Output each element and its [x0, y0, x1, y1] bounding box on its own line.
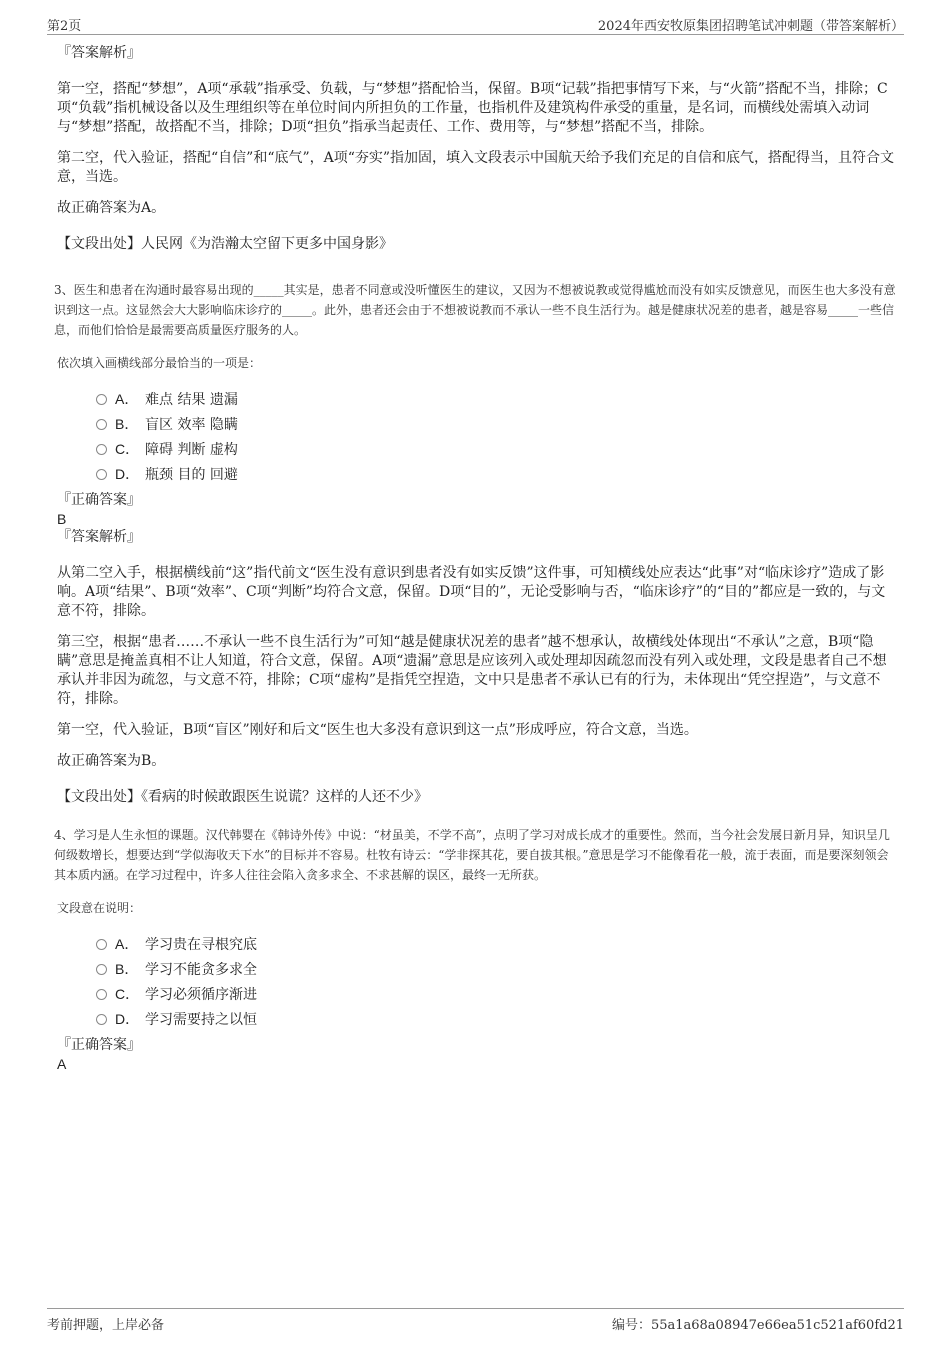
q3-analysis-para: 第一空，代入验证，B项“盲区”刚好和后文“医生也大多没有意识到这一点”形成呼应，符合文意，当选。: [57, 722, 698, 738]
option-c[interactable]: C． 学习必须循序渐进: [96, 982, 897, 1007]
footer-slogan: 考前押题，上岸必备: [47, 1318, 165, 1333]
q3-conclusion: 故正确答案为B。: [57, 753, 166, 769]
q4-prompt: 文段意在说明：: [57, 901, 142, 915]
q3-analysis-label: 『答案解析』: [57, 529, 141, 545]
option-a[interactable]: A． 学习贵在寻根究底: [96, 932, 897, 957]
q2-conclusion: 故正确答案为A。: [57, 200, 166, 216]
radio-icon[interactable]: [96, 964, 107, 975]
q2-analysis-para: 第二空，代入验证，搭配“自信”和“底气”，A项“夯实”指加固，填入文段表示中国航天给予我们充足的自信和底气，搭配得当，且符合文意，当选。: [57, 150, 895, 185]
radio-icon[interactable]: [96, 444, 107, 455]
q2-analysis-label: 『答案解析』: [57, 45, 141, 61]
q4-stem: 4、学习是人生永恒的课题。汉代韩婴在《韩诗外传》中说：“材虽美，不学不高”，点明了学习对成长成才的重要性。然而，当今社会发展日新月异，知识呈几何级数增长，想要达到“学似海收天下水”的目标并不容易。杜牧有诗云：“学非探其花，要自拔其根。”意思是学习不能像看花一般，流于表面，而是要深刻领会其本质内涵。在学习过程中，许多人往往会陷入贪多求全、不求甚解的误区，最终一无所获。: [54, 828, 890, 882]
radio-icon[interactable]: [96, 1014, 107, 1025]
page-content: [54, 44, 897, 1073]
q3-source: 【文段出处】《看病的时候敢跟医生说谎？这样的人还不少》: [57, 789, 428, 805]
q3-answer: B: [57, 511, 67, 527]
page-footer: [47, 1308, 904, 1331]
q2-analysis-para: 第一空，搭配“梦想”，A项“承载”指承受、负载，与“梦想”搭配恰当，保留。B项“记载”指把事情写下来，与“火箭”搭配不当，排除；C项“负载”指机械设备以及生理组织等在单位时间内所担负的工作量，也指机件及建筑构件承受的重量，是名词，而横线处需填入动词与“梦想”搭配，故搭配不当，排除；D项“担负”指承当起责任、工作、费用等，与“梦想”搭配不当，排除。: [57, 81, 888, 135]
page-header: [47, 14, 904, 35]
q3-options: [96, 387, 897, 487]
radio-icon[interactable]: [96, 989, 107, 1000]
q3-correct-label: 『正确答案』: [57, 492, 141, 508]
q3-analysis-para: 第三空，根据“患者……不承认一些不良生活行为”可知“越是健康状况差的患者”越不想承认，故横线处体现出“不承认”之意，B项“隐瞒”意思是掩盖真相不让人知道，符合文意，保留。A项“遗漏”意思是应该列入或处理却因疏忽而没有列入或处理，文段是患者自己不想承认并非因为疏忽，与文意不符，排除；C项“虚构”是指凭空捏造，文中只是患者不承认已有的行为，未体现出“凭空捏造”，与文意不符，排除。: [57, 634, 887, 707]
radio-icon[interactable]: [96, 394, 107, 405]
radio-icon[interactable]: [96, 939, 107, 950]
page-number: 第2页: [47, 19, 82, 34]
radio-icon[interactable]: [96, 419, 107, 430]
document-title: 2024年西安牧原集团招聘笔试冲刺题（带答案解析）: [597, 19, 904, 34]
option-a[interactable]: A． 难点 结果 遗漏: [96, 387, 897, 412]
option-b[interactable]: B． 学习不能贪多求全: [96, 957, 897, 982]
q4-answer: A: [57, 1056, 67, 1072]
q2-source: 【文段出处】人民网《为浩瀚太空留下更多中国身影》: [57, 236, 393, 252]
radio-icon[interactable]: [96, 469, 107, 480]
document-code: 编号：55a1a68a08947e66ea51c521af60fd21: [611, 1318, 904, 1333]
q4-options: [96, 932, 897, 1032]
q3-analysis-para: 从第二空入手，根据横线前“这”指代前文“医生没有意识到患者没有如实反馈”这件事，可知横线处应表达“此事”对“临床诊疗”造成了影响。A项“结果”、B项“效率”、C项“判断”均符合文意，保留。D项“目的”，无论受影响与否，“临床诊疗”的“目的”都应是一致的，与文意不符，排除。: [57, 565, 886, 619]
option-d[interactable]: D． 瓶颈 目的 回避: [96, 462, 897, 487]
option-d[interactable]: D． 学习需要持之以恒: [96, 1007, 897, 1032]
q3-prompt: 依次填入画横线部分最恰当的一项是：: [57, 356, 262, 370]
option-b[interactable]: B． 盲区 效率 隐瞒: [96, 412, 897, 437]
q3-stem: 3、医生和患者在沟通时最容易出现的_____其实是，患者不同意或没听懂医生的建议，又因为不想被说教或觉得尴尬而没有如实反馈意见，而医生也大多没有意识到这一点。这显然会大大影响临床诊疗的_____。此外，患者还会由于不想被说教而不承认一些不良生活行为。越是健康状况差的患者，越是容易_____一些信息，而他们恰恰是最需要高质量医疗服务的人。: [54, 283, 896, 337]
option-c[interactable]: C． 障碍 判断 虚构: [96, 437, 897, 462]
q4-correct-label: 『正确答案』: [57, 1037, 141, 1053]
